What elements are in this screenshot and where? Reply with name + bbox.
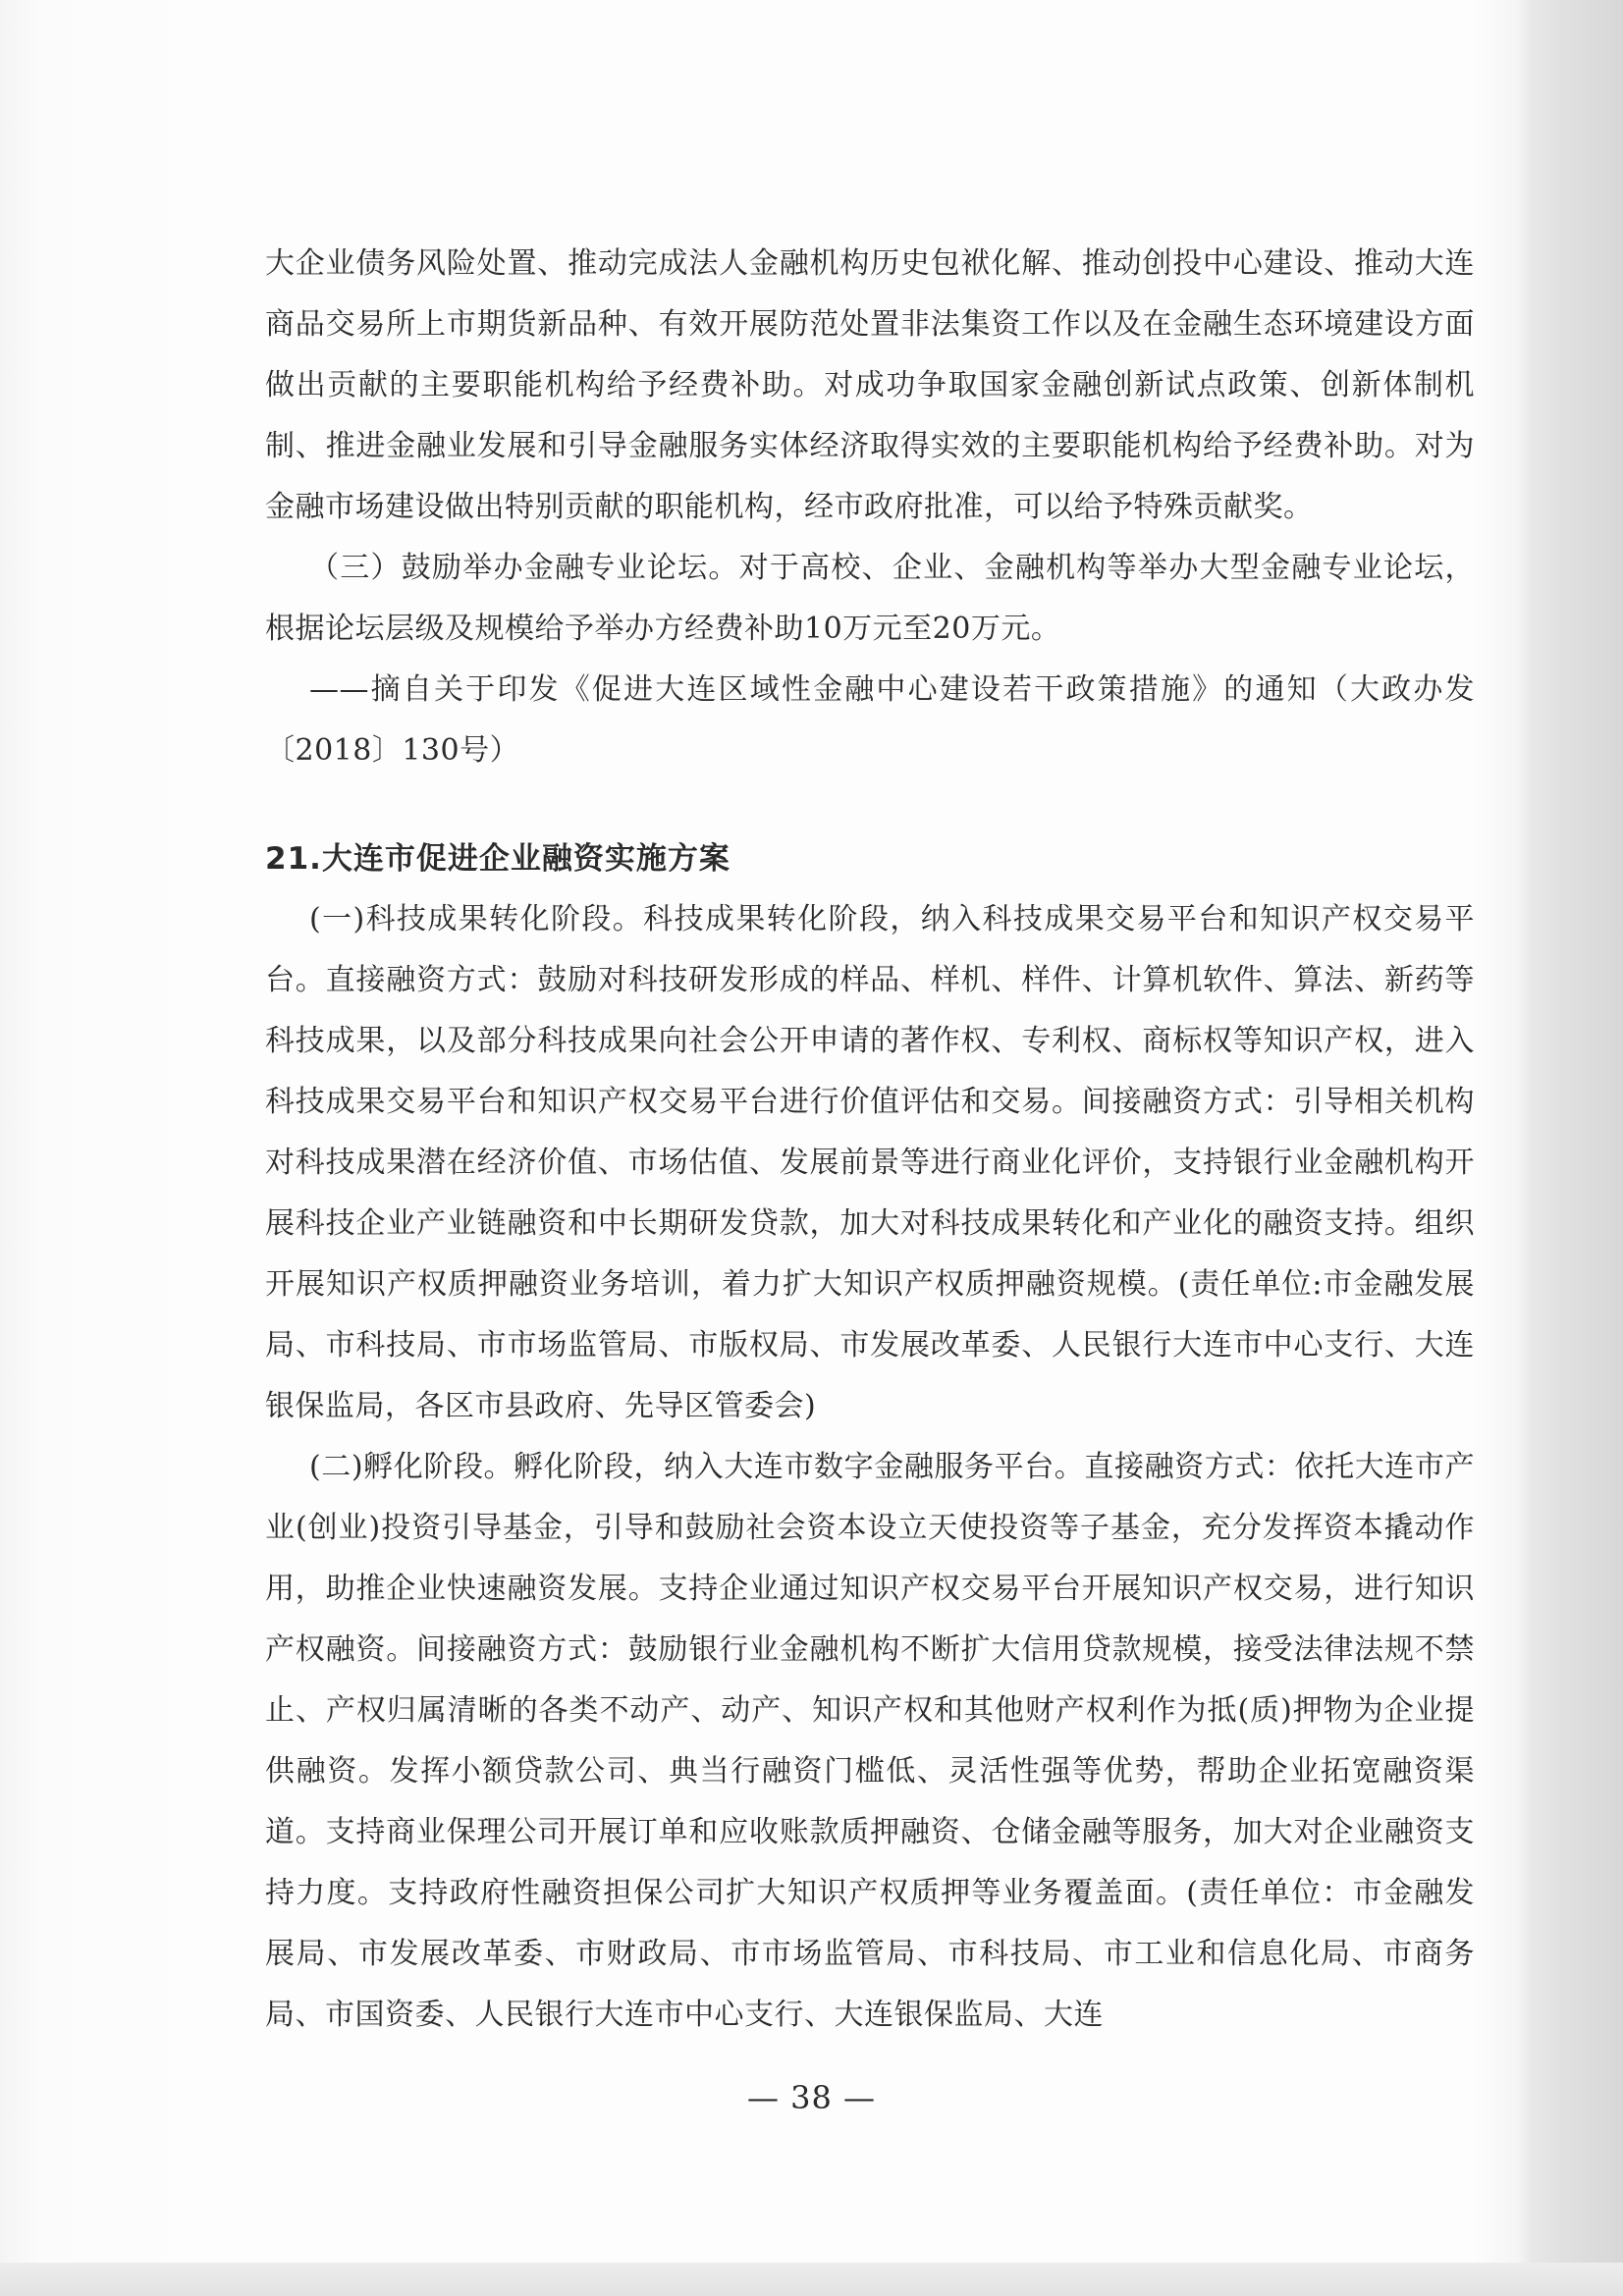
document-body <box>265 234 1475 2046</box>
scan-bottom-band <box>0 2263 1623 2296</box>
section-heading: 21.大连市促进企业融资实施方案 <box>265 841 730 877</box>
page-number: — 38 — <box>746 2079 877 2116</box>
page-edge-shadow <box>1525 0 1623 2296</box>
paragraph-incubation: (二)孵化阶段。孵化阶段，纳入大连市数字金融服务平台。直接融资方式：依托大连市产业(创业)投资引导基金，引导和鼓励社会资本设立天使投资等子基金，充分发挥资本撬动作用，助推企业快速融资发展。支持企业通过知识产权交易平台开展知识产权交易，进行知识产权融资。间接融资方式：鼓励银行业金融机构不断扩大信用贷款规模，接受法律法规不禁止、产权归属清晰的各类不动产、动产、知识产权和其他财产权利作为抵(质)押物为企业提供融资。发挥小额贷款公司、典当行融资门槛低、灵活性强等优势，帮助企业拓宽融资渠道。支持商业保理公司开展订单和应收账款质押融资、仓储金融等服务，加大对企业融资支持力度。支持政府性融资担保公司扩大知识产权质押等业务覆盖面。(责任单位：市金融发展局、市发展改革委、市财政局、市市场监管局、市科技局、市工业和信息化局、市商务局、市国资委、人民银行大连市中心支行、大连银保监局、大连 <box>265 1450 1475 2032</box>
paragraph-forum: （三）鼓励举办金融专业论坛。对于高校、企业、金融机构等举办大型金融专业论坛，根据论坛层级及规模给予举办方经费补助10万元至20万元。 <box>265 551 1475 646</box>
paragraph-tech-transfer: (一)科技成果转化阶段。科技成果转化阶段，纳入科技成果交易平台和知识产权交易平台。直接融资方式：鼓励对科技研发形成的样品、样机、样件、计算机软件、算法、新药等科技成果，以及部分科技成果向社会公开申请的著作权、专利权、商标权等知识产权，进入科技成果交易平台和知识产权交易平台进行价值评估和交易。间接融资方式：引导相关机构对科技成果潜在经济价值、市场估值、发展前景等进行商业化评价，支持银行业金融机构开展科技企业产业链融资和中长期研发贷款，加大对科技成果转化和产业化的融资支持。组织开展知识产权质押融资业务培训，着力扩大知识产权质押融资规模。(责任单位:市金融发展局、市科技局、市市场监管局、市版权局、市发展改革委、人民银行大连市中心支行、大连银保监局，各区市县政府、先导区管委会) <box>265 902 1475 1423</box>
paragraph-continued: 大企业债务风险处置、推动完成法人金融机构历史包袱化解、推动创投中心建设、推动大连商品交易所上市期货新品种、有效开展防范处置非法集资工作以及在金融生态环境建设方面做出贡献的主要职能机构给予经费补助。对成功争取国家金融创新试点政策、创新体制机制、推进金融业发展和引导金融服务实体经济取得实效的主要职能机构给予经费补助。对为金融市场建设做出特别贡献的职能机构，经市政府批准，可以给予特殊贡献奖。 <box>265 246 1475 524</box>
source-note: ——摘自关于印发《促进大连区域性金融中心建设若干政策措施》的通知（大政办发〔2018〕130号） <box>265 672 1475 768</box>
